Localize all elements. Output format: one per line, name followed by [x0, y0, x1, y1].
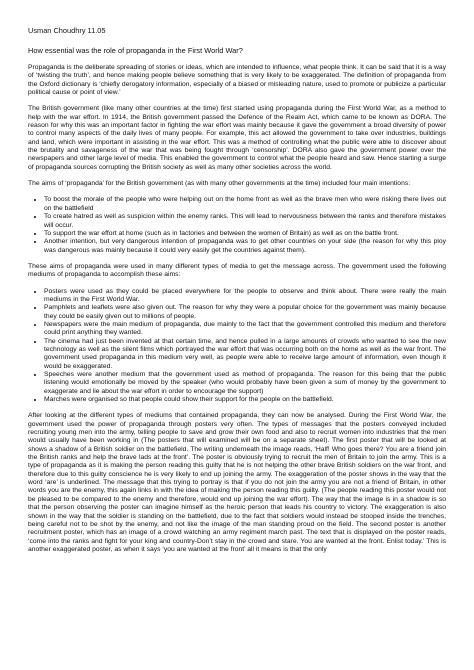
paragraph-government: The British government (like many other countries at the time) first started using propaganda during the First World War, as a method to help with the war effort. In 1914, the British government passed the Defence of the Realm Act, which came to be known as DORA. The reason for why this was an important factor in fighting the war effort was mainly because it gave the government a broad diversity of power to control many aspects of the daily lives of many people. For example, this act allowed the government to take over industries, buildings and land, which were important in assisting in the war effort. This was a method of controlling what the public were able to discover about the brutality and savageness of the war that was being fought through ‘censorship’. DORA also gave the government power over the newspapers and other large level of media. This enabled the government to control what the people heard and saw. Hence starting a surge of propaganda sources corrupting the British society as well as many other societies across the world. [28, 105, 446, 171]
list-item: • Another intention, but very dangerous intention of propaganda was to get other countries on your side (the reason for why this ploy was dangerous was mainly because it could very easily get the countries against them). [44, 238, 446, 255]
mediums-list [28, 288, 446, 405]
paragraph-analysis: After looking at the different types of mediums that contained propaganda, they can now be analysed. During the First World War, the government used the power of propaganda through posters very often. The types of messages that the posters conveyed included recruiting young men into the army, telling people to save and grow their own food and also to recruit women into industries that the men would usually have been working in (The posters that will examined will be on a separate sheet). The first poster that will be looked at shows a shadow of a British soldier on the battlefield. The writing underneath the image reads, ‘Half! Who goes there? You are a friend join the British ranks and help the brave lads at the front’. The poster is obviously trying to recruit the men of Britain to join the army. This is a type of propaganda as it is making the person reading this guilty that he is not helping the other brave British soldiers on the war front, and therefore due to this guilty conscience he is very likely to end up joining the army. The exaggeration of the poster shows in the way that the word ‘are’ is underlined. The message that this trying to portray is that if you do not join the army you are not a friend of Britain, in other words you are the enemy, this again links in with the idea of making the person reading this guilty. (The people reading this poster would not be pleased to be compared to the enemy and therefore, would end up joining the war effort). The way that the image is in a shadow is so that the person observing the poster can imagine himself as the heroic person that leads his country to victory. The exaggeration is also shown in the way that the soldier is standing on the battlefield, due to the fact that soldiers would instead be stooped inside the trenches, being careful not to be shot by the enemy, and not like the image of the man standing proud on the field. The second poster is another recruitment poster, which has an image of a crowd watching an army regiment march past. The text that is displayed on the poster reads, ‘come into the ranks and fight for your king and country-Don’t stay in the crowd and stare. You are wanted at the front. Enlist today.’ This is another exaggerated poster, as when it says ‘you are wanted at the front’ all it means is that the only [28, 412, 446, 553]
paragraph-definition: Propaganda is the deliberate spreading of stories or ideas, which are intended to influence, what people think. It can be said that it is a way of ‘twisting the truth’, and hence making people believe something that is very likely to be exaggerated. The definition of propaganda from the Oxford dictionary is ‘chiefly derogatory information, especially of a biased or misleading nature, used to promote or publicize a particular political cause or point of view.’ [28, 64, 446, 97]
paragraph-mediums-intro: These aims of propaganda were used in many different types of media to get the message across. The government used the following mediums of propaganda to accomplish these aims: [28, 262, 446, 279]
list-item: • Posters were used as they could be placed everywhere for the people to observe and think about. There were really the main mediums in the First World War. [44, 288, 446, 305]
list-item: • Marches were organised so that people could show their support for the people on the battlefield. [44, 396, 446, 404]
essay-question: How essential was the role of propaganda in the First World War? [28, 46, 243, 55]
aims-list [28, 196, 446, 254]
list-item: • Pamphlets and leaflets were also given out. The reason for why they were a popular choice for the government was mainly because they could be easily given out to millions of people. [44, 304, 446, 321]
list-item: • Newspapers were the main medium of propaganda, due mainly to the fact that the government controlled this medium and therefore could print anything they wanted. [44, 321, 446, 338]
list-item: • To create hatred as well as suspicion within the enemy ranks. This will lead to nervousness between the ranks and therefore mistakes will occur. [44, 213, 446, 230]
list-item: • Speeches were another medium that the government used as method of propaganda. The reason for this being that the public listening would emotionally be moved by the speaker (who would probably have been given a sum of money by the government to exaggerate and lie about the war effort in order to encourage the support) [44, 371, 446, 396]
list-item: • To boost the morale of the people who were helping out on the home front as well as the brave men who were risking there lives out on the battlefield [44, 196, 446, 213]
list-item: • To support the war effort at home (such as in factories and between the women of Britain) as well as on the battle front. [44, 230, 446, 238]
list-item: • The cinema had just been invented at that certain time, and hence pulled in a large amounts of crowds who wanted to see the new technology as well as the silent films which portrayed the war effort that was occurring both on the home as well as the war front. The government used propaganda in this medium very well, as people were able to receive large amount of information, even though it would be exaggerated. [44, 338, 446, 371]
paragraph-aims-intro: The aims of ‘propaganda’ for the British government (as with many other governments at the time) included four main intentions: [28, 180, 411, 188]
author-line: Usman Choudhry 11.05 [28, 26, 106, 35]
